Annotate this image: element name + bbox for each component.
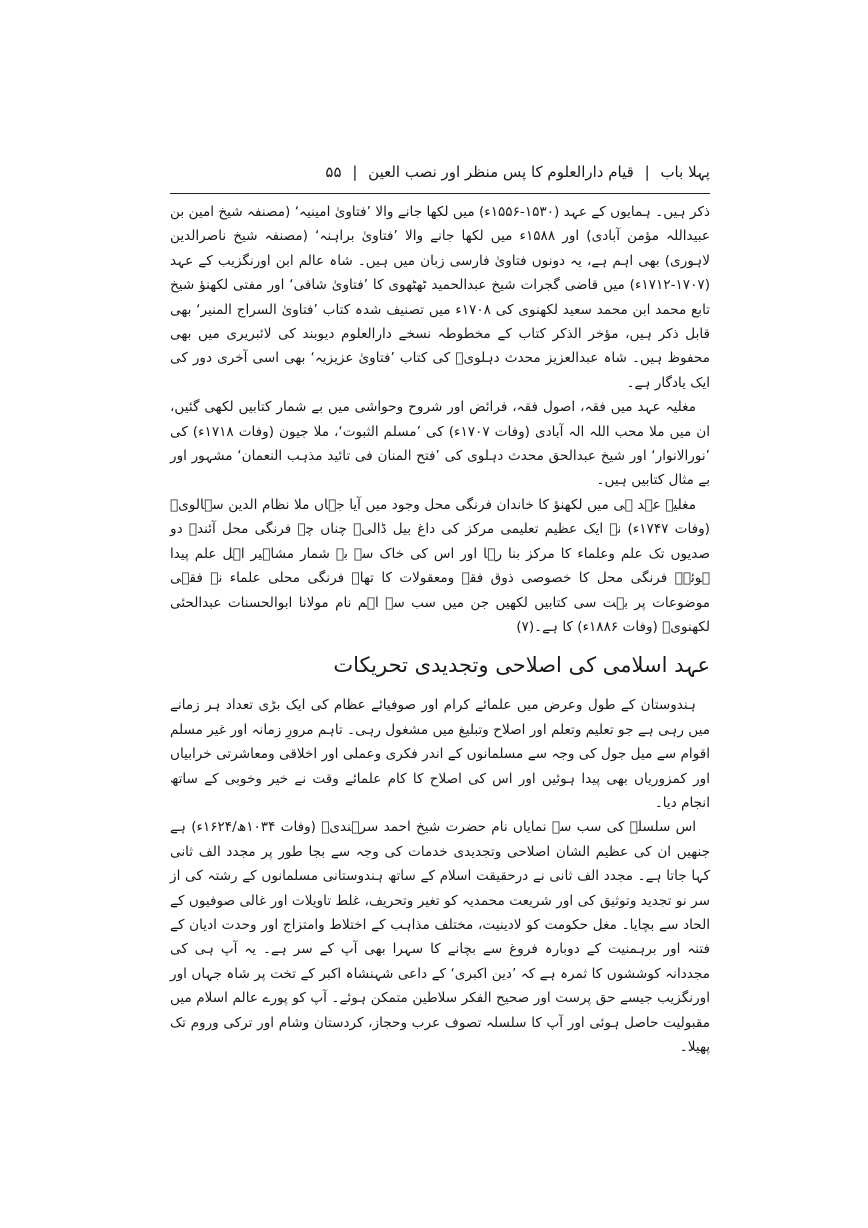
page-number: ۵۵ [325,163,342,181]
paragraph-1: ذکر ہیں۔ ہمایوں کے عہد (۱۵۳۰-۱۵۵۶ء) میں لکھا جانے والا ’فتاویٰ امینیہ‘ (مصنفہ شیخ امین بن عبیداللہ مؤمن آبادی) اور ۱۵۸۸ء میں لکھا جانے والا ’فتاویٰ براہنہ‘ (مصنفہ شیخ ناصرالدین لاہوری) بھی اہم ہے، یہ دونوں فتاویٰ فارسی زبان میں ہیں۔ شاہ عالم ابن اورنگزیب کے عہد (۱۷۰۷-۱۷۱۲ء) میں قاضی گجرات شیخ عبدالحمید ٹھٹھوی کا ’فتاویٰ شافی‘ اور مفتی لکھنؤ شیخ تابع محمد ابن محمد سعید لکھنوی کی ۱۷۰۸ء میں تصنیف شدہ کتاب ’فتاویٰ السراج المنیر‘ بھی قابل ذکر ہیں، مؤخر الذکر کتاب کے مخطوطہ نسخے دارالعلوم دیوبند کی لائبریری میں بھی محفوظ ہیں۔ شاہ عبدالعزیز محدث دہلویؒ کی کتاب ’فتاویٰ عزیزیہ‘ بھی اسی آخری دور کی ایک یادگار ہے۔ [170,204,710,391]
chapter-title: قیام دارالعلوم کا پس منظر اور نصب العین [368,163,634,181]
paragraph-4: ہندوستان کے طول وعرض میں علمائے کرام اور صوفیائے عظام کی ایک بڑی تعداد ہر زمانے میں رہی ہے جو تعلیم وتعلم اور اصلاح وتبلیغ میں مشغول رہی۔ تاہم مرورِ زمانہ اور غیر مسلم اقوام سے میل جول کی وجہ سے مسلمانوں کے اندر فکری وعملی اور اخلاقی ومعاشرتی خرابیاں اور کمزوریاں بھی پیدا ہوئیں اور اس کی اصلاح کا کام علمائے وقت نے خیر وخوبی کے ساتھ انجام دیا۔ [170,697,710,811]
running-header [170,160,710,184]
section-heading: عہد اسلامی کی اصلاحی وتجدیدی تحریکات [333,653,710,678]
header-separator-1: | [644,163,650,181]
paragraph-3: مغلیہ عہد ہی میں لکھنؤ کا خاندان فرنگی محل وجود میں آیا جہاں ملا نظام الدین سہالویؒ (وفات ۱۷۴۷ء) نے ایک عظیم تعلیمی مرکز کی داغ بیل ڈالی۔ چناں چہ فرنگی محل آئندہ دو صدیوں تک علم وعلماء کا مرکز بنا رہا اور اس کی خاک سے بے شمار مشاہیر اہل علم پیدا ہوئے۔ فرنگی محل کا خصوصی ذوق فقہ ومعقولات کا تھا۔ فرنگی محلی علماء نے فقہی موضوعات پر بہت سی کتابیں لکھیں جن میں سب سے اہم نام مولانا ابوالحسنات عبدالحئی لکھنویؒ (وفات ۱۸۸۶ء) کا ہے۔(۷) [170,496,710,635]
chapter-label: پہلا باب [660,163,710,181]
page-body [170,200,710,1059]
paragraph-5: اس سلسلے کی سب سے نمایاں نام حضرت شیخ احمد سرہندیؒ (وفات ۱۰۳۴ھ/۱۶۲۴ء) ہے جنھیں ان کی عظیم الشان اصلاحی وتجدیدی خدمات کی وجہ سے بجا طور پر مجدد الف ثانی کہا جاتا ہے۔ مجدد الف ثانی نے درحقیقت اسلام کے ساتھ ہندوستانی مسلمانوں کے رشتہ کی از سر نو تجدید وتوثیق کی اور شریعت محمدیہ کو تغیر وتحریف، غلط تاویلات اور غالی صوفیوں کے الحاد سے بچایا۔ مغل حکومت کو لادینیت، مختلف مذاہب کے اختلاط وامتزاج اور وحدت ادیان کے فتنہ اور برہمنیت کے دوبارہ فروغ سے بچانے کا سہرا بھی آپ کے سر ہے۔ یہ آپ ہی کی مجددانہ کوششوں کا ثمرہ ہے کہ ’دین اکبری‘ کے داعی شہنشاہ اکبر کے تخت پر شاہ جہاں اور اورنگزیب جیسے حق پرست اور صحیح الفکر سلاطین متمکن ہوئے۔ آپ کو پورے عالم اسلام میں مقبولیت حاصل ہوئی اور آپ کا سلسلہ تصوف عرب وحجاز، کردستان وشام اور ترکی وروم تک پھیلا۔ [170,819,710,1055]
paragraph-2: مغلیہ عہد میں فقہ، اصول فقہ، فرائض اور شروح وحواشی میں بے شمار کتابیں لکھی گئیں، ان میں ملا محب اللہ الہ آبادی (وفات ۱۷۰۷ء) کی ’مسلم الثبوت‘، ملا جیون (وفات ۱۷۱۸ء) کی ’نورالانوار‘ اور شیخ عبدالحق محدث دہلوی کی ’فتح المنان فی تائید مذہب النعمان‘ مشہور اور بے مثال کتابیں ہیں۔ [170,399,710,489]
header-rule [170,193,710,194]
header-separator-2: | [352,163,358,181]
